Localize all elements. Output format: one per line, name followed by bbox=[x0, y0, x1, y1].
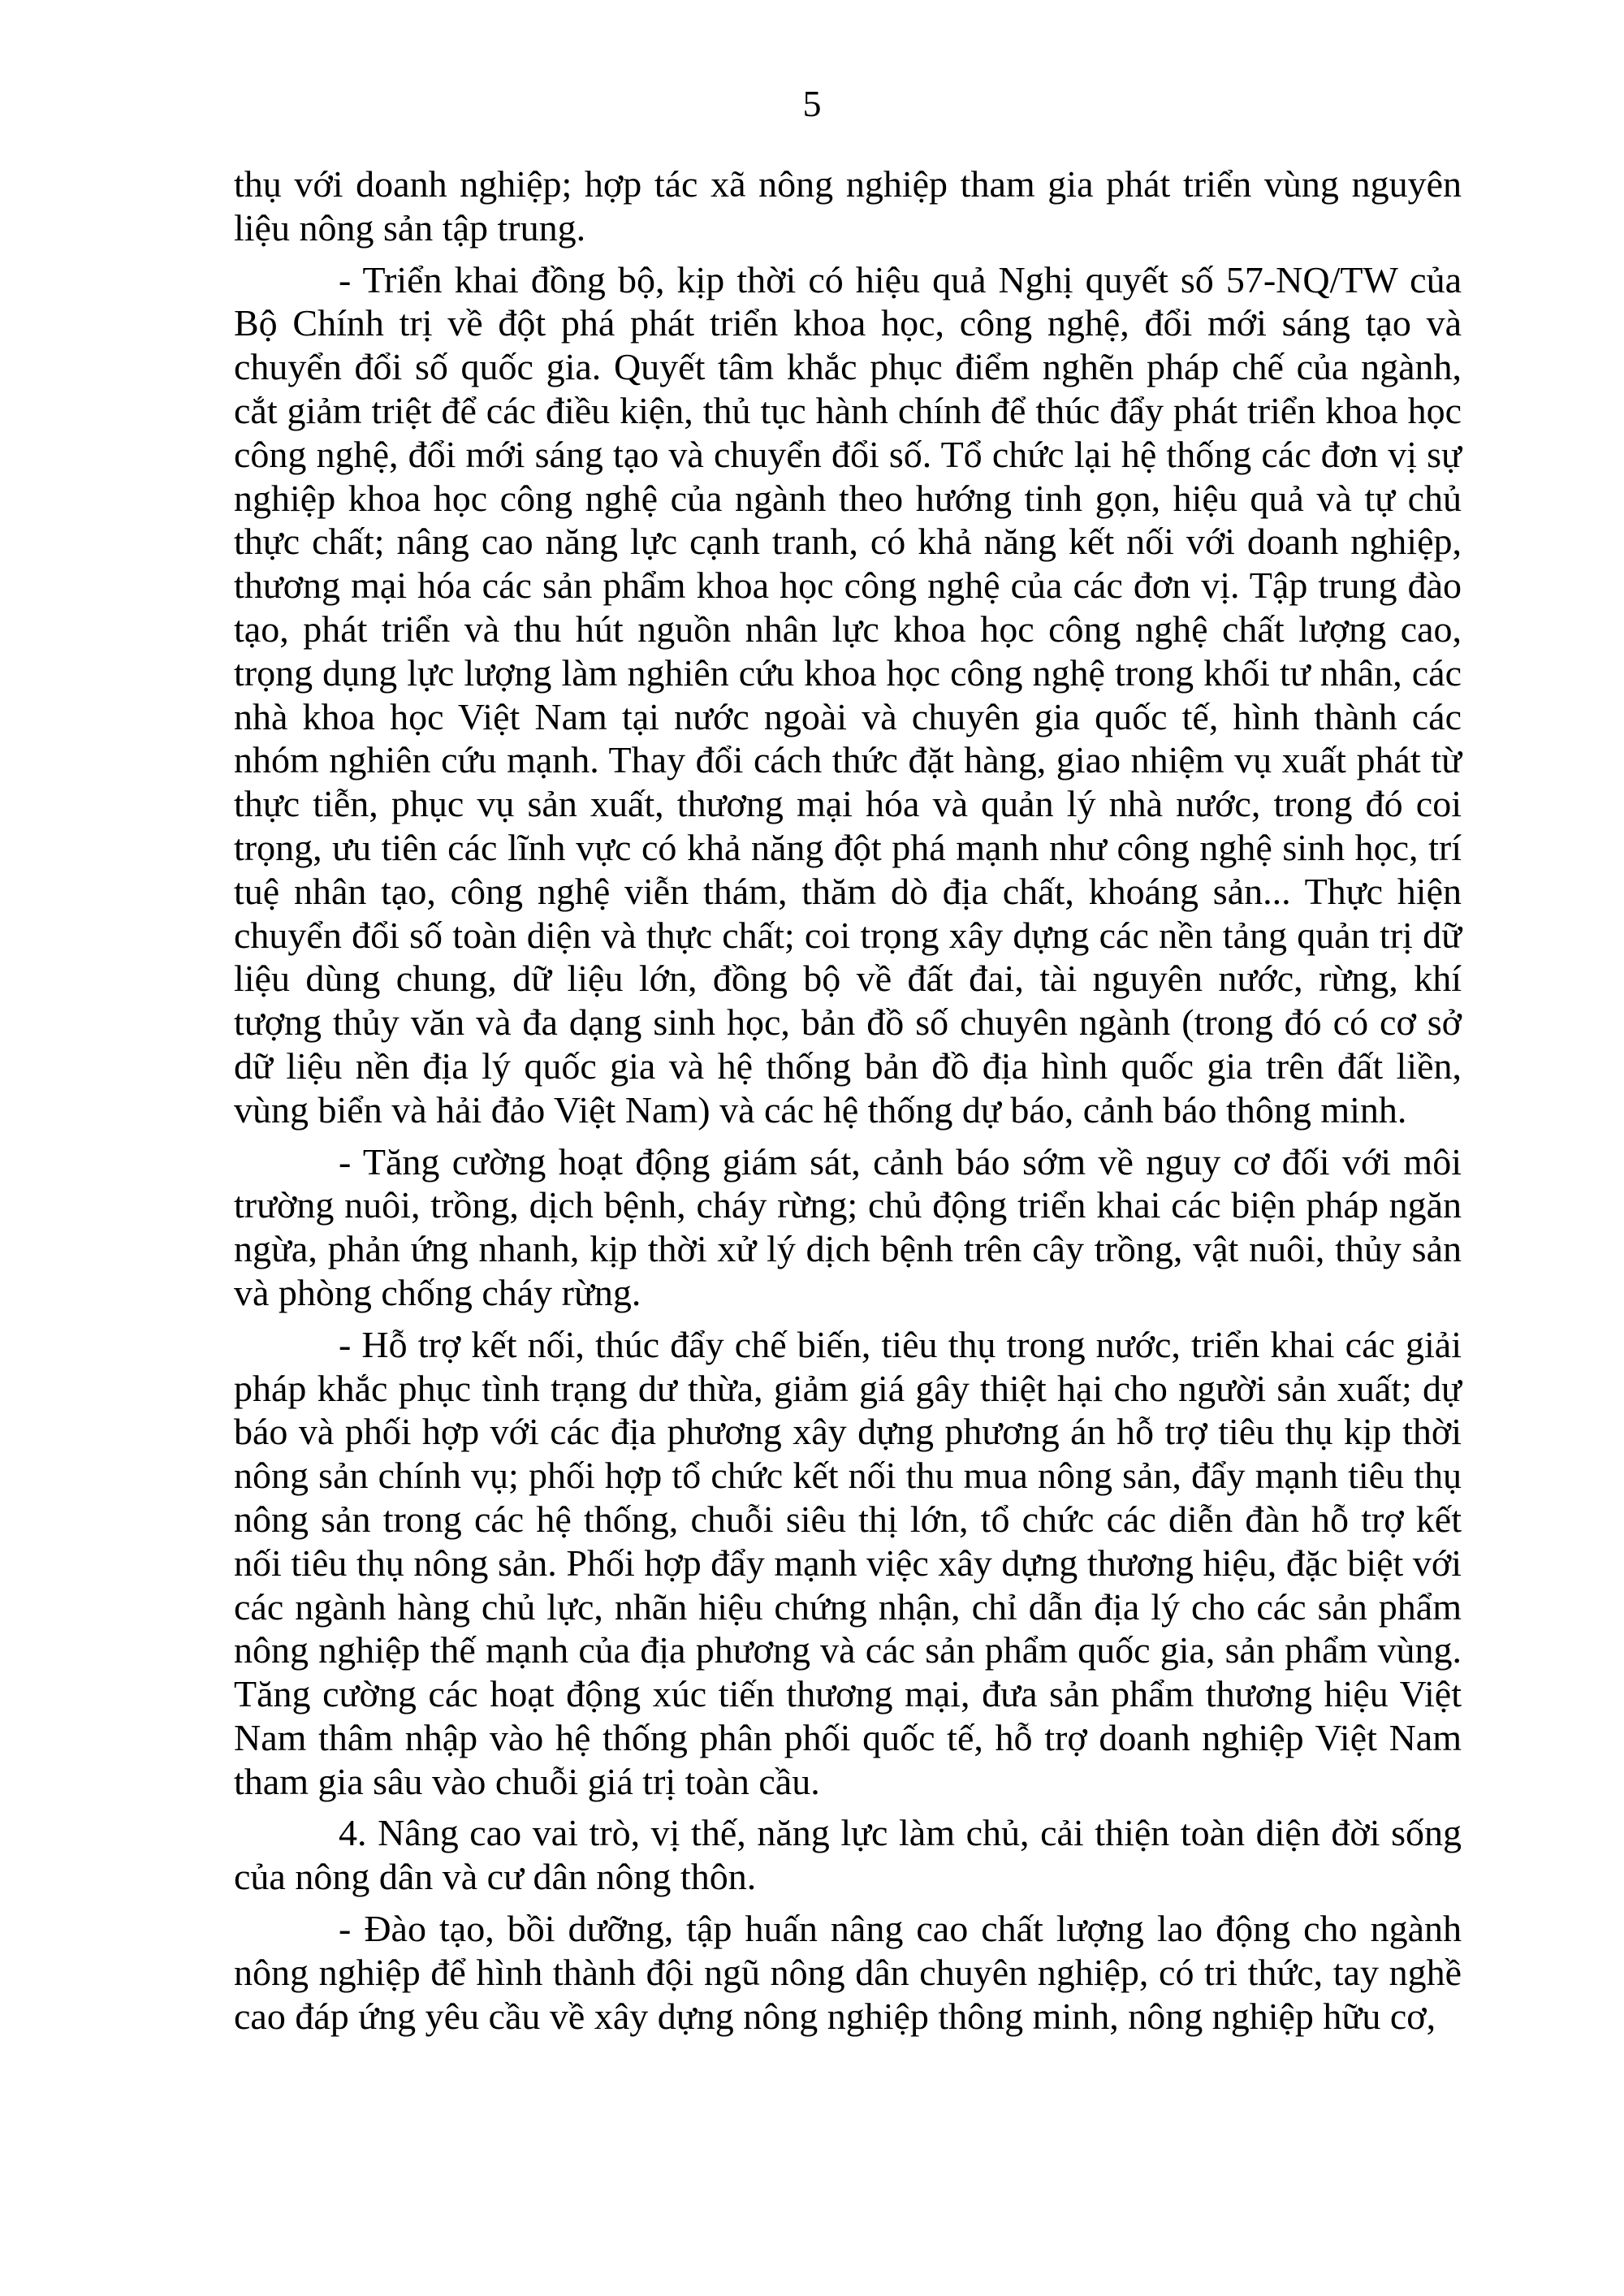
document-body bbox=[234, 162, 1462, 2046]
page-number: 5 bbox=[802, 83, 822, 124]
paragraph-training: - Đào tạo, bồi dưỡng, tập huấn nâng cao chất lượng lao động cho ngành nông nghiệp để hình thành đội ngũ nông dân chuyên nghiệp, có tri thức, tay nghề cao đáp ứng yêu cầu về xây dựng nông nghiệp thông minh, nông nghiệp hữu cơ, bbox=[234, 1908, 1462, 2037]
paragraph-monitoring-warning: - Tăng cường hoạt động giám sát, cảnh báo sớm về nguy cơ đối với môi trường nuôi, trồng, dịch bệnh, cháy rừng; chủ động triển khai các biện pháp ngăn ngừa, phản ứng nhanh, kịp thời xử lý dịch bệnh trên cây trồng, vật nuôi, thủy sản và phòng chống cháy rừng. bbox=[234, 1140, 1462, 1313]
paragraph-consumption-support: - Hỗ trợ kết nối, thúc đẩy chế biến, tiêu thụ trong nước, triển khai các giải pháp khắc phục tình trạng dư thừa, giảm giá gây thiệt hại cho người sản xuất; dự báo và phối hợp với các địa phương xây dựng phương án hỗ trợ tiêu thụ kịp thời nông sản chính vụ; phối hợp tổ chức kết nối thu mua nông sản, đẩy mạnh tiêu thụ nông sản trong các hệ thống, chuỗi siêu thị lớn, tổ chức các diễn đàn hỗ trợ kết nối tiêu thụ nông sản. Phối hợp đẩy mạnh việc xây dựng thương hiệu, đặc biệt với các ngành hàng chủ lực, nhãn hiệu chứng nhận, chỉ dẫn địa lý cho các sản phẩm nông nghiệp thế mạnh của địa phương và các sản phẩm quốc gia, sản phẩm vùng. Tăng cường các hoạt động xúc tiến thương mại, đưa sản phẩm thương hiệu Việt Nam thâm nhập vào hệ thống phân phối quốc tế, hỗ trợ doanh nghiệp Việt Nam tham gia sâu vào chuỗi giá trị toàn cầu. bbox=[234, 1323, 1462, 1802]
paragraph-science-technology: - Triển khai đồng bộ, kịp thời có hiệu quả Nghị quyết số 57-NQ/TW của Bộ Chính trị về đột phá phát triển khoa học, công nghệ, đổi mới sáng tạo và chuyển đổi số quốc gia. Quyết tâm khắc phục điểm nghẽn pháp chế của ngành, cắt giảm triệt để các điều kiện, thủ tục hành chính để thúc đẩy phát triển khoa học công nghệ, đổi mới sáng tạo và chuyển đổi số. Tổ chức lại hệ thống các đơn vị sự nghiệp khoa học công nghệ của ngành theo hướng tinh gọn, hiệu quả và tự chủ thực chất; nâng cao năng lực cạnh tranh, có khả năng kết nối với doanh nghiệp, thương mại hóa các sản phẩm khoa học công nghệ của các đơn vị. Tập trung đào tạo, phát triển và thu hút nguồn nhân lực khoa học công nghệ chất lượng cao, trọng dụng lực lượng làm nghiên cứu khoa học công nghệ trong khối tư nhân, các nhà khoa học Việt Nam tại nước ngoài và chuyên gia quốc tế, hình thành các nhóm nghiên cứu mạnh. Thay đổi cách thức đặt hàng, giao nhiệm vụ xuất phát từ thực tiễn, phục vụ sản xuất, thương mại hóa và quản lý nhà nước, trong đó coi trọng, ưu tiên các lĩnh vực có khả năng đột phá mạnh như công nghệ sinh học, trí tuệ nhân tạo, công nghệ viễn thám, thăm dò địa chất, khoáng sản... Thực hiện chuyển đổi số toàn diện và thực chất; coi trọng xây dựng các nền tảng quản trị dữ liệu dùng chung, dữ liệu lớn, đồng bộ về đất đai, tài nguyên nước, rừng, khí tượng thủy văn và đa dạng sinh học, bản đồ số chuyên ngành (trong đó có cơ sở dữ liệu nền địa lý quốc gia và hệ thống bản đồ địa hình quốc gia trên đất liền, vùng biển và hải đảo Việt Nam) và các hệ thống dự báo, cảnh báo thông minh. bbox=[234, 258, 1462, 1131]
paragraph-continuation: thụ với doanh nghiệp; hợp tác xã nông nghiệp tham gia phát triển vùng nguyên liệu nông sản tập trung. bbox=[234, 163, 1462, 249]
section-heading-4: 4. Nâng cao vai trò, vị thế, năng lực làm chủ, cải thiện toàn diện đời sống của nông dân và cư dân nông thôn. bbox=[234, 1812, 1462, 1898]
